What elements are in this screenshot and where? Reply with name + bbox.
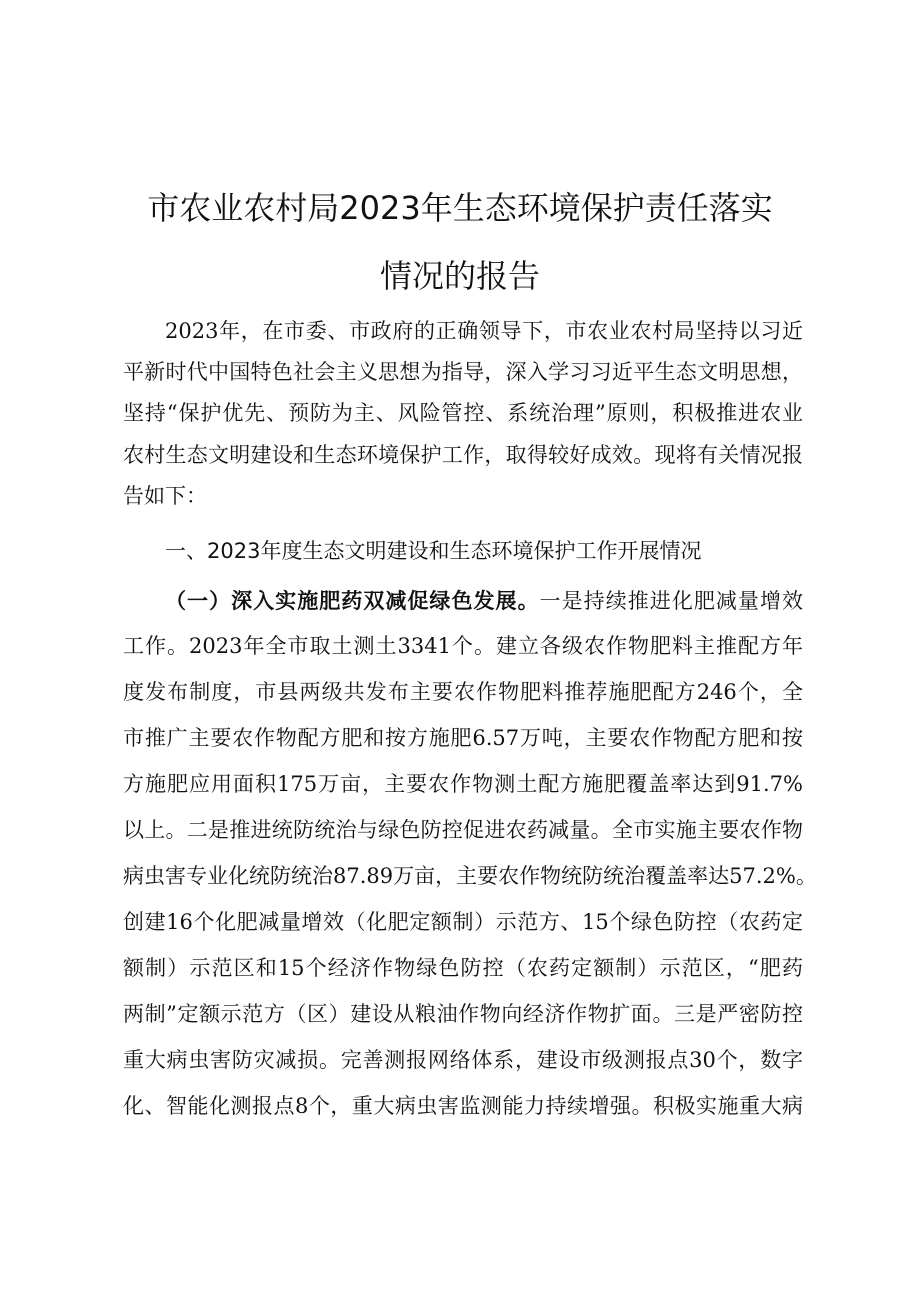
intro-line-2: 平新时代中国特色社会主义思想为指导，深入学习习近平生态文明思想， <box>123 360 803 384</box>
intro-line-5: 告如下： <box>123 484 207 508</box>
body-line-6: 病虫害专业化统防统治87.89万亩，主要农作物统防统治覆盖率达57.2%。 <box>123 864 817 888</box>
body-line-2: 度发布制度，市县两级共发布主要农作物肥料推荐施肥配方246个，全 <box>123 680 803 704</box>
body-line-9: 两制”定额示范方（区）建设从粮油作物向经济作物扩面。三是严密防控 <box>123 1002 803 1026</box>
document-title-line-1: 市农业农村局2023年生态环境保护责任落实 <box>147 189 773 227</box>
body-line-5: 以上。二是推进统防统治与绿色防控促进农药减量。全市实施主要农作物 <box>123 818 803 842</box>
body-line-1: 工作。2023年全市取土测土3341个。建立各级农作物肥料主推配方年 <box>123 634 803 658</box>
subsection-heading-1: （一）深入实施肥药双减促绿色发展。 <box>165 589 540 613</box>
intro-line-3: 坚持“保护优先、预防为主、风险管控、系统治理”原则，积极推进农业 <box>123 401 803 425</box>
body-line-3: 市推广主要农作物配方肥和按方施肥6.57万吨，主要农作物配方肥和按 <box>123 726 803 750</box>
body-line-10: 重大病虫害防灾减损。完善测报网络体系，建设市级测报点30个，数字 <box>123 1048 803 1072</box>
body-line-8: 额制）示范区和15个经济作物绿色防控（农药定额制）示范区，“肥药 <box>123 956 803 980</box>
intro-line-4: 农村生态文明建设和生态环境保护工作，取得较好成效。现将有关情况报 <box>123 443 803 467</box>
document-title-line-2: 情况的报告 <box>379 257 540 295</box>
subsection-first-line-rest: 一是持续推进化肥减量增效 <box>539 589 804 613</box>
body-line-11: 化、智能化测报点8个，重大病虫害监测能力持续增强。积极实施重大病 <box>123 1094 803 1118</box>
section-heading-1: 一、2023年度生态文明建设和生态环境保护工作开展情况 <box>165 539 702 563</box>
body-line-4: 方施肥应用面积175万亩，主要农作物测土配方施肥覆盖率达到91.7% <box>123 772 803 796</box>
subsection-first-line <box>165 586 803 616</box>
intro-line-1: 2023年，在市委、市政府的正确领导下，市农业农村局坚持以习近 <box>165 319 803 343</box>
body-line-7: 创建16个化肥减量增效（化肥定额制）示范方、15个绿色防控（农药定 <box>123 910 803 934</box>
